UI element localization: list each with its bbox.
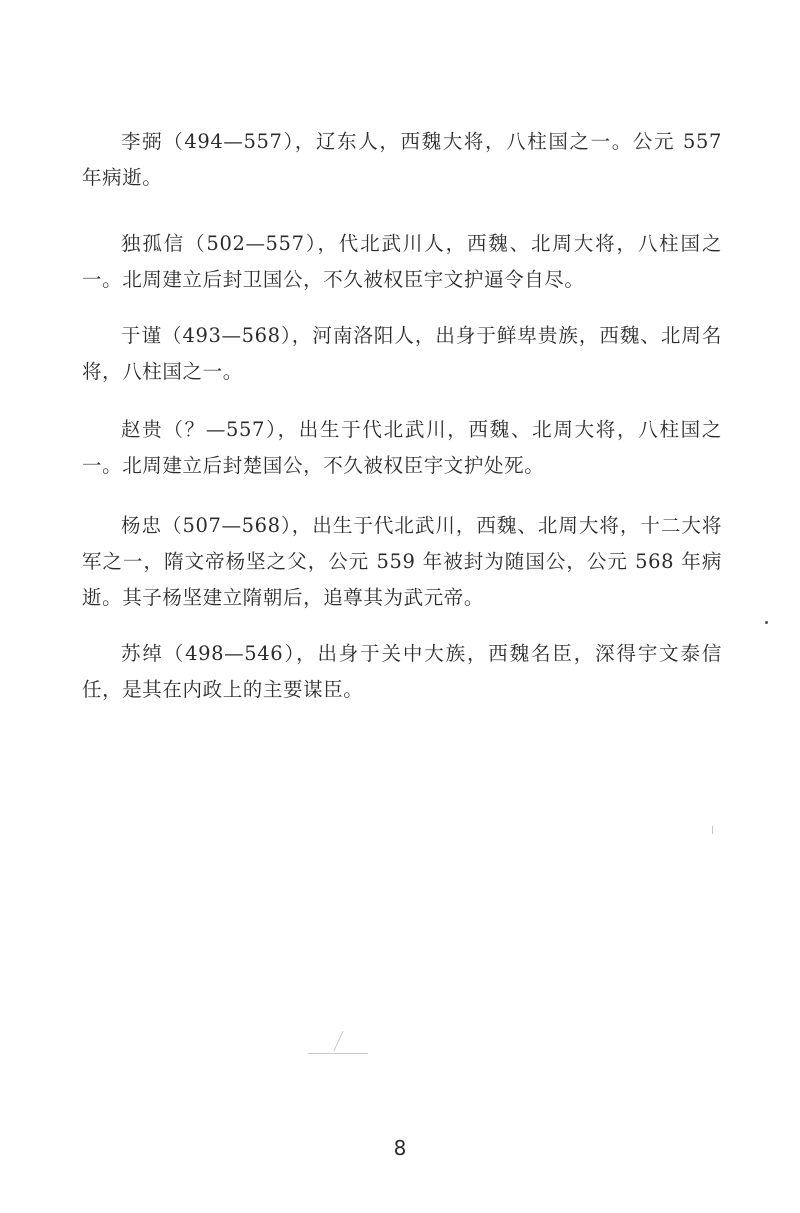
entry-yang-zhong (82, 508, 722, 616)
entry-text: 李弼（494—557），辽东人，西魏大将，八柱国之一。公元 557 年病逝。 (82, 130, 722, 189)
entry-text: 赵贵（？—557），出生于代北武川，西魏、北周大将，八柱国之一。北周建立后封楚国公，不久被权臣宇文护处死。 (82, 418, 722, 477)
scan-mark (712, 826, 713, 834)
entry-su-chuo (82, 636, 722, 708)
entry-li-bi (82, 124, 722, 196)
entry-text: 于谨（493—568），河南洛阳人，出身于鲜卑贵族，西魏、北周名将，八柱国之一。 (82, 324, 722, 383)
scan-mark (333, 1031, 343, 1051)
entry-zhao-gui (82, 412, 722, 484)
entry-yu-jin (82, 318, 722, 390)
entry-text: 独孤信（502—557），代北武川人，西魏、北周大将，八柱国之一。北周建立后封卫国公，不久被权臣宇文护逼令自尽。 (82, 232, 722, 291)
entry-dugu-xin (82, 226, 722, 298)
scan-speck (765, 621, 768, 624)
page-number: 8 (393, 1136, 407, 1160)
entry-text: 杨忠（507—568），出生于代北武川，西魏、北周大将，十二大将军之一，隋文帝杨坚之父，公元 559 年被封为随国公，公元 568 年病逝。其子杨坚建立隋朝后，追尊其为武元帝。 (82, 514, 722, 609)
scan-mark (308, 1053, 368, 1054)
entry-text: 苏绰（498—546），出身于关中大族，西魏名臣，深得宇文泰信任，是其在内政上的主要谋臣。 (82, 642, 722, 701)
